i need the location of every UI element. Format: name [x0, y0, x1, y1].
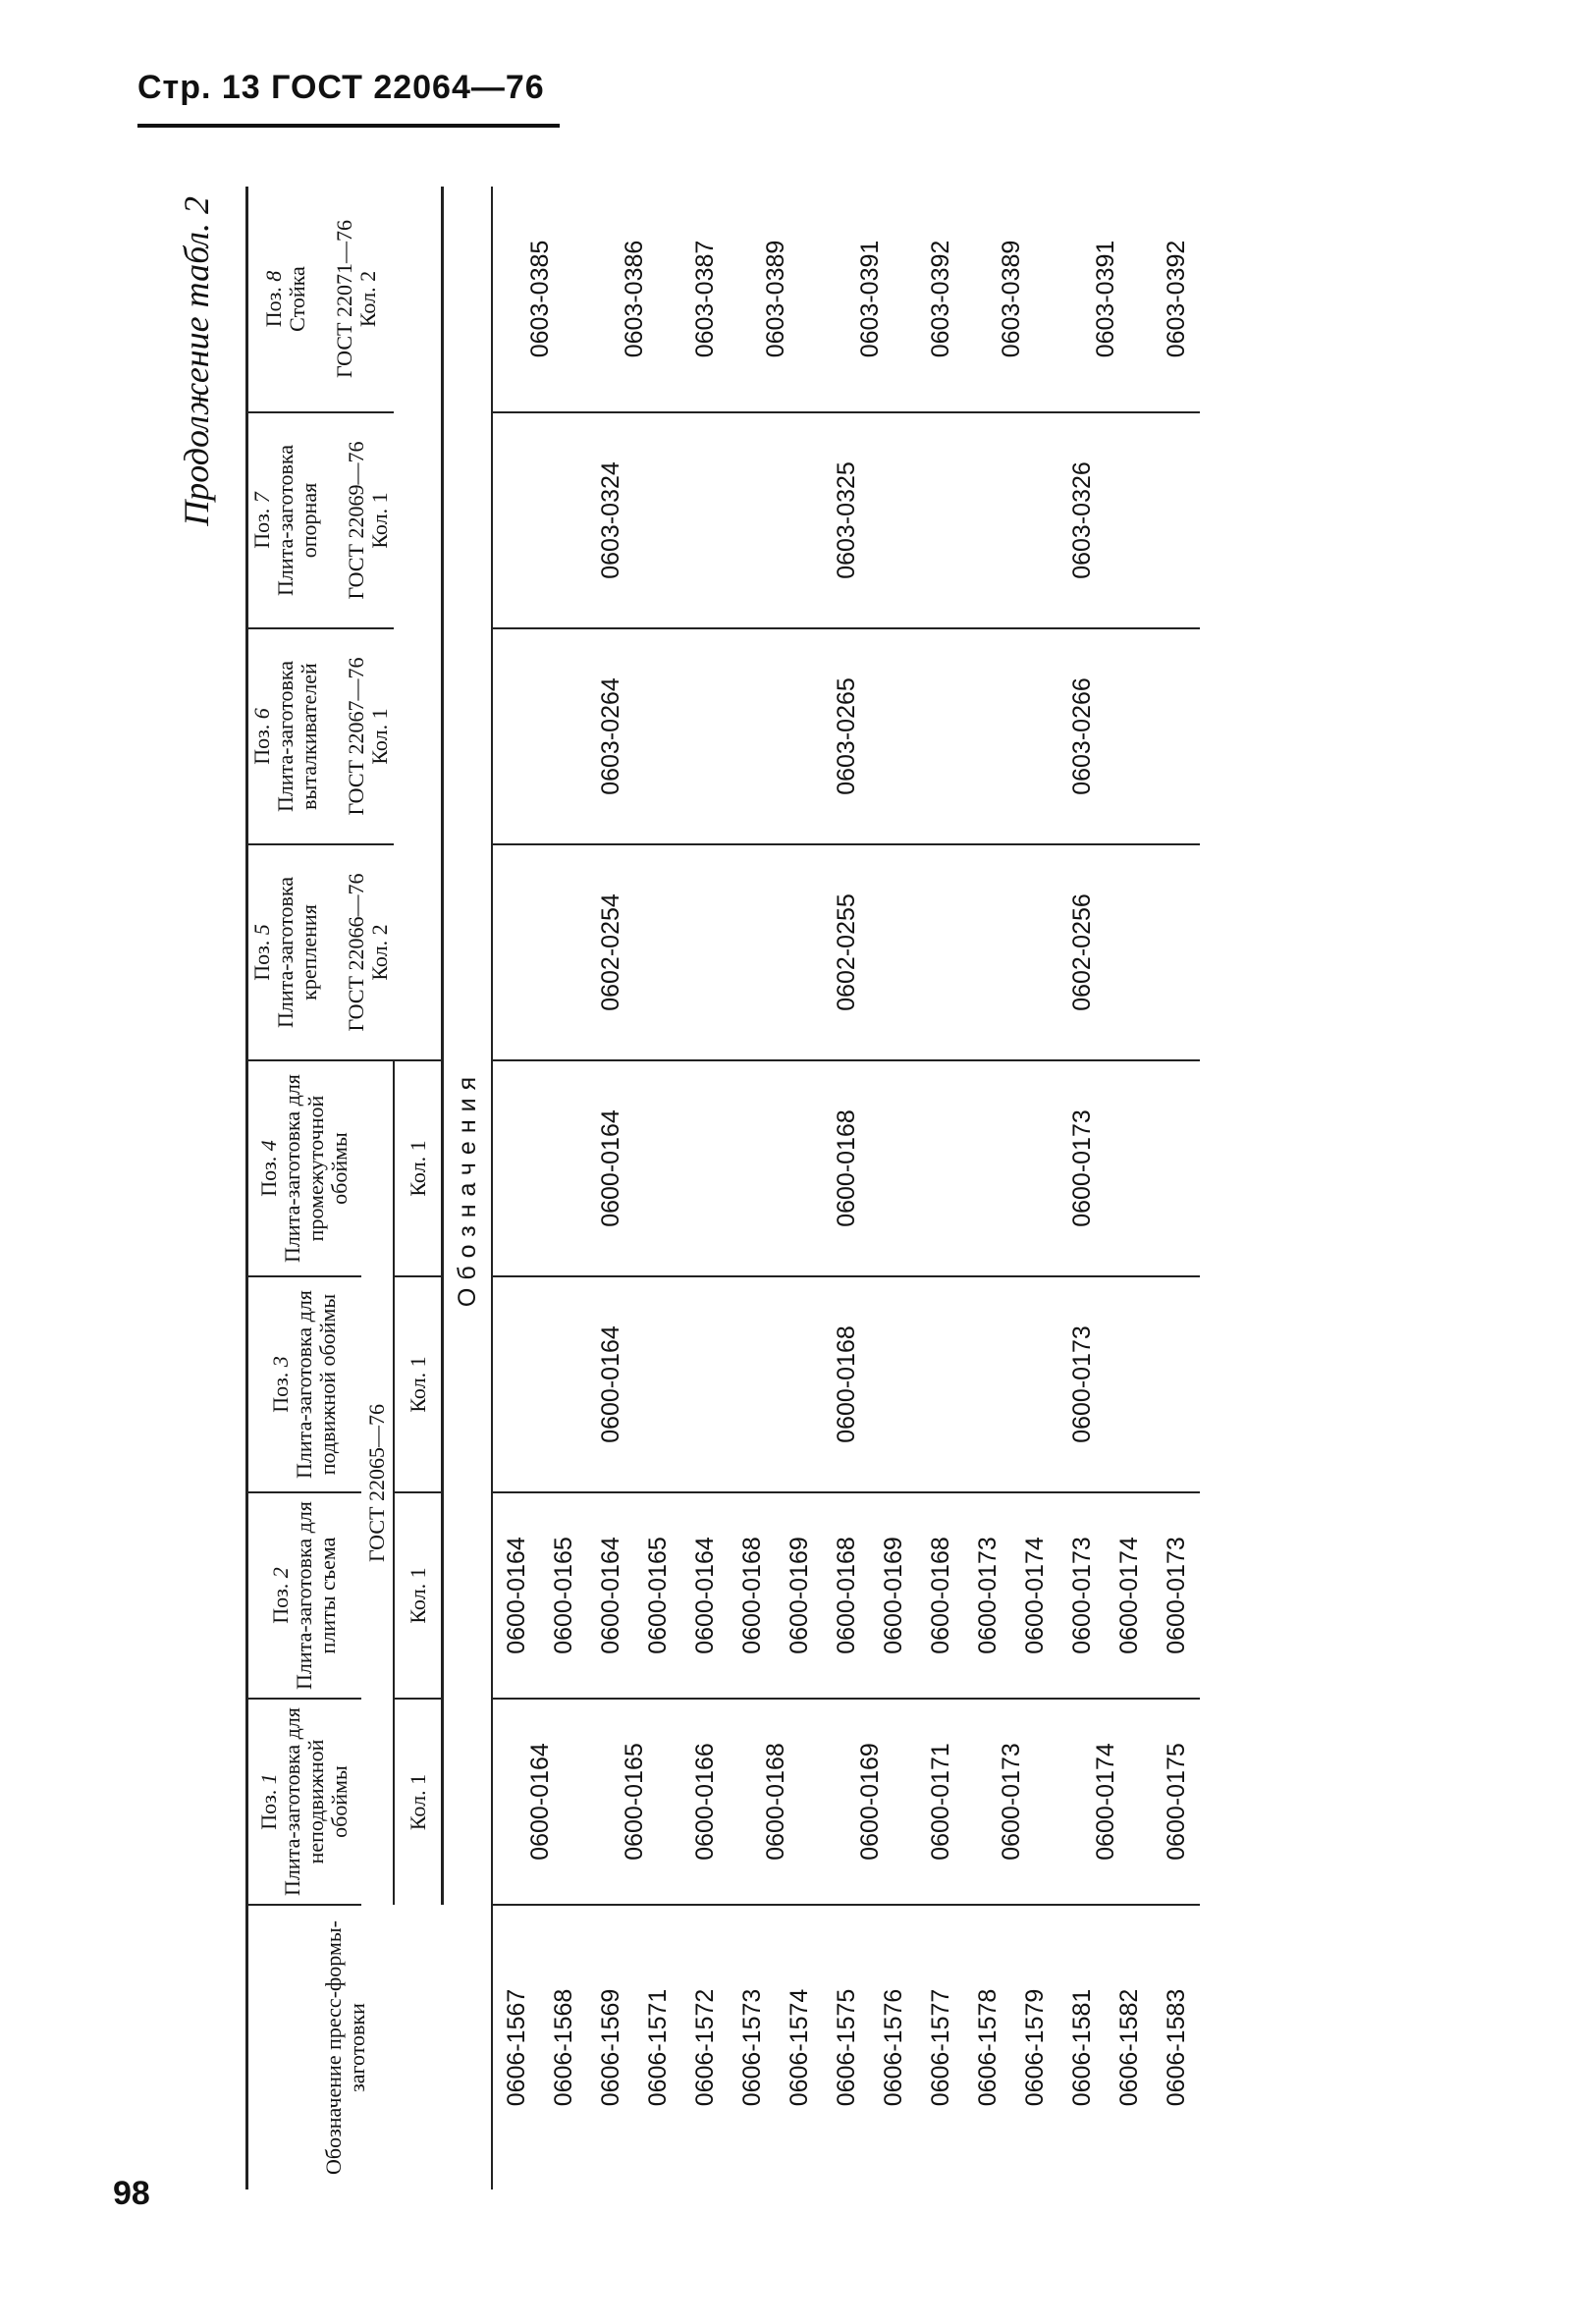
cell-pos1: 0600-0166 [681, 1699, 729, 1905]
data-table [245, 187, 1200, 2189]
header-title-row [247, 187, 361, 2189]
header-quantity: Кол. 2 [355, 270, 380, 328]
header-cell-col-3 [247, 1276, 361, 1492]
cell-pos2: 0600-0165 [634, 1492, 681, 1699]
cell-pos2: 0600-0168 [917, 1492, 964, 1699]
cell-designation: 0606-1571 [643, 1988, 672, 2107]
header-pos-num: 5 [249, 924, 274, 936]
header-cell-col-5 [247, 844, 395, 1060]
cell-designation: 0606-1579 [1020, 1988, 1049, 2107]
cell-pos2: 0600-0173 [1058, 1492, 1106, 1699]
header-pos-label: Поз. [256, 1789, 282, 1830]
span-label-row [443, 187, 493, 2189]
cell-pos2: 0600-0173 [964, 1492, 1011, 1699]
header-pos-num: 6 [249, 708, 274, 720]
header-standard: ГОСТ 22067—76 [344, 657, 368, 816]
cell-pos4: 0600-0173 [964, 1060, 1200, 1276]
cell-designation: 0606-1576 [879, 1988, 907, 2107]
cell-pos1: 0600-0168 [729, 1699, 823, 1905]
header-title: Плита-заготовка опорная [273, 444, 321, 597]
page-header: Стр. 13 ГОСТ 22064—76 [137, 69, 545, 106]
header-quantity: Кол. 1 [367, 492, 392, 549]
header-cell-col-6 [247, 628, 395, 844]
cell-designation: 0606-1583 [1162, 1988, 1190, 2107]
header-title: Плита-заготовка выталкивателей [273, 660, 321, 813]
header-standard-shared: ГОСТ 22065—76 [363, 1404, 389, 1562]
cell-designation: 0606-1578 [973, 1988, 1002, 2107]
table-row [492, 187, 540, 2189]
cell-pos1: 0600-0169 [823, 1699, 917, 1905]
cell-pos2: 0600-0173 [1153, 1492, 1200, 1699]
cell-designation: 0606-1568 [549, 1988, 577, 2107]
cell-pos2: 0600-0174 [1011, 1492, 1058, 1699]
header-title: Стойка [285, 266, 309, 332]
header-standard: ГОСТ 22069—76 [344, 441, 368, 600]
cell-pos7: 0603-0326 [964, 412, 1200, 628]
header-pos-label: Поз. [249, 724, 274, 765]
cell-pos8: 0603-0391 [1058, 187, 1153, 412]
cell-pos2: 0600-0168 [823, 1492, 870, 1699]
cell-designation: 0606-1574 [785, 1988, 813, 2107]
cell-pos6: 0603-0266 [964, 628, 1200, 844]
cell-pos3: 0600-0164 [492, 1276, 729, 1492]
cell-pos1: 0600-0173 [964, 1699, 1058, 1905]
header-cell-col-7 [247, 412, 395, 628]
table-row [964, 187, 1011, 2189]
cell-pos2: 0600-0174 [1106, 1492, 1153, 1699]
cell-designation: 0606-1573 [737, 1988, 766, 2107]
span-label: Обозначения [443, 187, 493, 2189]
cell-pos2: 0600-0164 [587, 1492, 634, 1699]
cell-pos8: 0603-0389 [729, 187, 823, 412]
header-pos-label: Поз. [256, 1156, 282, 1197]
header-pos-label: Поз. [249, 508, 274, 549]
header-pos-label: Поз. [268, 1583, 294, 1624]
cell-pos2: 0600-0168 [729, 1492, 776, 1699]
header-quantity-col-2: Кол. 1 [394, 1492, 443, 1699]
cell-pos2: 0600-0165 [540, 1492, 587, 1699]
cell-pos6: 0603-0264 [492, 628, 729, 844]
cell-pos4: 0600-0168 [729, 1060, 964, 1276]
cell-pos8: 0603-0389 [964, 187, 1058, 412]
cell-designation: 0606-1572 [690, 1988, 719, 2107]
page-number: 98 [113, 2175, 150, 2212]
cell-pos3: 0600-0168 [729, 1276, 964, 1492]
cell-designation: 0606-1567 [502, 1988, 530, 2107]
cell-pos1: 0600-0171 [917, 1699, 964, 1905]
header-pos-num: 8 [261, 270, 286, 282]
cell-designation: 0606-1575 [832, 1988, 860, 2107]
header-cell-col-2 [247, 1492, 361, 1699]
cell-designation: 0606-1577 [926, 1988, 954, 2107]
table-row [729, 187, 776, 2189]
cell-pos8: 0603-0386 [587, 187, 681, 412]
cell-pos7: 0603-0324 [492, 412, 729, 628]
cell-pos3: 0600-0173 [964, 1276, 1200, 1492]
header-cell-col-8 [247, 187, 395, 412]
cell-pos6: 0603-0265 [729, 628, 964, 844]
header-quantity-col-4: Кол. 1 [394, 1060, 443, 1276]
cell-pos8: 0603-0391 [823, 187, 917, 412]
header-pos-num: 3 [268, 1356, 294, 1368]
cell-designation: 0606-1569 [596, 1988, 624, 2107]
cell-pos5: 0602-0255 [729, 844, 964, 1060]
header-pos-label: Поз. [268, 1372, 294, 1413]
cell-designation: 0606-1581 [1067, 1988, 1096, 2107]
header-title: Плита-заготовка крепления [273, 876, 321, 1029]
header-pos-num: 2 [268, 1567, 294, 1579]
header-pos-label: Поз. [249, 940, 274, 981]
header-title: Плита-заготовка для плиты съема [292, 1501, 341, 1690]
header-quantity-row [394, 187, 443, 2189]
cell-designation: 0606-1582 [1114, 1988, 1143, 2107]
cell-pos1: 0600-0174 [1058, 1699, 1153, 1905]
cell-pos8: 0603-0387 [681, 187, 729, 412]
cell-pos2: 0600-0169 [776, 1492, 823, 1699]
header-pos-num: 4 [256, 1140, 282, 1152]
header-standard: ГОСТ 22071—76 [332, 220, 356, 378]
header-pos-num: 1 [256, 1773, 282, 1785]
header-pos-label: Поз. [261, 287, 286, 328]
header-title: Плита-заготовка для подвижной обоймы [292, 1290, 341, 1479]
rotated-table-area [167, 177, 1561, 2189]
header-title: Плита-заготовка для неподвижной обоймы [280, 1707, 352, 1896]
header-cell-col-0 [247, 1905, 443, 2189]
header-quantity-blank [394, 187, 443, 1060]
cell-pos7: 0603-0325 [729, 412, 964, 628]
header-title: Плита-заготовка для промежуточной обоймы [280, 1074, 352, 1263]
header-cell-col-1 [247, 1699, 361, 1905]
cell-pos1: 0600-0164 [492, 1699, 587, 1905]
header-rule [137, 124, 560, 128]
header-quantity: Кол. 1 [367, 708, 392, 765]
header-title-0: Обозначение пресс-формы-заготовки [320, 1920, 369, 2175]
cell-pos5: 0602-0254 [492, 844, 729, 1060]
header-pos-num: 7 [249, 492, 274, 504]
cell-pos5: 0602-0256 [964, 844, 1200, 1060]
cell-pos4: 0600-0164 [492, 1060, 729, 1276]
cell-pos2: 0600-0164 [492, 1492, 540, 1699]
cell-pos1: 0600-0165 [587, 1699, 681, 1905]
table-caption: Продолжение табл. 2 [177, 196, 216, 526]
cell-pos1: 0600-0175 [1153, 1699, 1200, 1905]
cell-pos8: 0603-0385 [492, 187, 587, 412]
header-quantity-col-3: Кол. 1 [394, 1276, 443, 1492]
cell-pos8: 0603-0392 [917, 187, 964, 412]
header-cell-col-4 [247, 1060, 361, 1276]
header-standard: ГОСТ 22066—76 [344, 873, 368, 1032]
cell-pos2: 0600-0169 [870, 1492, 917, 1699]
header-quantity: Кол. 2 [367, 924, 392, 981]
header-quantity-col-1: Кол. 1 [394, 1699, 443, 1905]
cell-pos2: 0600-0164 [681, 1492, 729, 1699]
cell-pos8: 0603-0392 [1153, 187, 1200, 412]
